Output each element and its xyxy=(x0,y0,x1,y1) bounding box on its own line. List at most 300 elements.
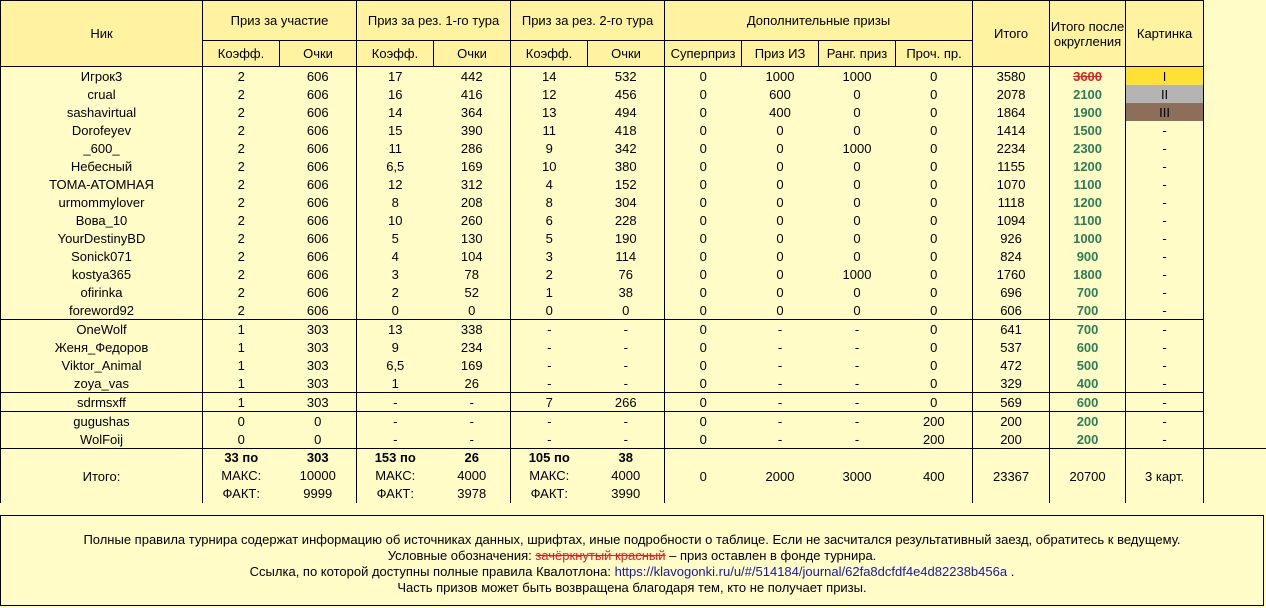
other-prize-cell: 0 xyxy=(896,229,973,247)
round2-coef-cell: 12 xyxy=(511,85,588,103)
superprize-cell: 0 xyxy=(665,301,742,320)
round1-coef-cell: 9 xyxy=(357,338,434,356)
table-row xyxy=(1,393,1266,412)
rounded-cell: 500 xyxy=(1050,356,1126,374)
totals-round2-points: 38 4000 3990 xyxy=(588,449,665,504)
round1-points-cell: 442 xyxy=(434,67,511,86)
rank-prize-cell: 0 xyxy=(819,247,896,265)
superprize-cell: 0 xyxy=(665,247,742,265)
totals-prize-iz: 2000 xyxy=(742,449,819,504)
picture-cell: - xyxy=(1126,283,1204,301)
total-cell: 1414 xyxy=(973,121,1050,139)
other-prize-cell: 0 xyxy=(896,139,973,157)
round2-coef-cell: 9 xyxy=(511,139,588,157)
total-cell: 2078 xyxy=(973,85,1050,103)
header-points: Очки xyxy=(434,41,511,67)
round1-coef-cell: 13 xyxy=(357,320,434,339)
nick-cell: crual xyxy=(1,85,203,103)
participation-coef-cell: 1 xyxy=(203,320,280,339)
nick-cell: Вова_10 xyxy=(1,211,203,229)
header-coef: Коэфф. xyxy=(511,41,588,67)
rounded-cell: 600 xyxy=(1050,393,1126,412)
participation-coef-cell: 2 xyxy=(203,229,280,247)
total-cell: 824 xyxy=(973,247,1050,265)
participation-points-cell: 606 xyxy=(280,103,357,121)
prize-iz-cell: 0 xyxy=(742,301,819,320)
prize-iz-cell: 0 xyxy=(742,265,819,283)
participation-points-cell: 606 xyxy=(280,175,357,193)
round2-points-cell: 266 xyxy=(588,393,665,412)
total-cell: 2234 xyxy=(973,139,1050,157)
nick-cell: sdrmsxff xyxy=(1,393,203,412)
table-row xyxy=(1,67,1266,86)
totals-round1-coef: 153 по МАКС: ФАКТ: xyxy=(357,449,434,504)
prize-iz-cell: 0 xyxy=(742,229,819,247)
participation-coef-cell: 2 xyxy=(203,301,280,320)
picture-cell: - xyxy=(1126,139,1204,157)
rounded-cell: 400 xyxy=(1050,374,1126,393)
total-cell: 1760 xyxy=(973,265,1050,283)
participation-coef-cell: 2 xyxy=(203,265,280,283)
header-round2: Приз за рез. 2-го тура xyxy=(511,1,665,41)
round1-coef-cell: 0 xyxy=(357,301,434,320)
nick-cell: Игрок3 xyxy=(1,67,203,86)
footer-rules-note: Полные правила турнира содержат информацию об источниках данных, шрифтах, иные подробности о таблице. Если не засчитался результативный заезд, обратитесь к ведущему. xyxy=(83,532,1181,547)
prize-iz-cell: 600 xyxy=(742,85,819,103)
round2-points-cell: 114 xyxy=(588,247,665,265)
header-round1: Приз за рез. 1-го тура xyxy=(357,1,511,41)
round2-points-cell: - xyxy=(588,374,665,393)
rank-prize-cell: 0 xyxy=(819,229,896,247)
round1-coef-cell: - xyxy=(357,430,434,449)
superprize-cell: 0 xyxy=(665,211,742,229)
round1-coef-cell: 5 xyxy=(357,229,434,247)
header-points: Очки xyxy=(588,41,665,67)
total-cell: 200 xyxy=(973,430,1050,449)
rounded-cell: 1200 xyxy=(1050,193,1126,211)
nick-cell: ТОМА-АТОМНАЯ xyxy=(1,175,203,193)
picture-cell: III xyxy=(1126,103,1204,121)
round2-points-cell: 342 xyxy=(588,139,665,157)
round2-coef-cell: - xyxy=(511,356,588,374)
other-prize-cell: 0 xyxy=(896,338,973,356)
nick-cell: kostya365 xyxy=(1,265,203,283)
total-cell: 472 xyxy=(973,356,1050,374)
rank-prize-cell: - xyxy=(819,374,896,393)
table-row xyxy=(1,121,1266,139)
totals-round1-points: 26 4000 3978 xyxy=(434,449,511,504)
picture-cell: - xyxy=(1126,393,1204,412)
round1-points-cell: 208 xyxy=(434,193,511,211)
round2-coef-cell: 7 xyxy=(511,393,588,412)
other-prize-cell: 200 xyxy=(896,430,973,449)
participation-coef-cell: 1 xyxy=(203,356,280,374)
superprize-cell: 0 xyxy=(665,193,742,211)
picture-cell: - xyxy=(1126,229,1204,247)
other-prize-cell: 0 xyxy=(896,374,973,393)
rounded-cell: 700 xyxy=(1050,320,1126,339)
participation-points-cell: 303 xyxy=(280,374,357,393)
participation-points-cell: 606 xyxy=(280,247,357,265)
participation-coef-cell: 2 xyxy=(203,121,280,139)
round2-coef-cell: 8 xyxy=(511,193,588,211)
other-prize-cell: 0 xyxy=(896,356,973,374)
participation-points-cell: 606 xyxy=(280,211,357,229)
participation-points-cell: 303 xyxy=(280,338,357,356)
round2-coef-cell: - xyxy=(511,338,588,356)
picture-cell: - xyxy=(1126,320,1204,339)
rules-link[interactable]: https://klavogonki.ru/u/#/514184/journal/62fa8dcfdf4e4d82238b456a xyxy=(614,564,1008,579)
round2-coef-cell: 2 xyxy=(511,265,588,283)
other-prize-cell: 0 xyxy=(896,265,973,283)
prize-iz-cell: - xyxy=(742,374,819,393)
participation-coef-cell: 2 xyxy=(203,193,280,211)
header-other-prize: Проч. пр. xyxy=(896,41,973,67)
round2-coef-cell: - xyxy=(511,412,588,431)
superprize-cell: 0 xyxy=(665,412,742,431)
total-cell: 606 xyxy=(973,301,1050,320)
picture-cell: I xyxy=(1126,67,1204,86)
round2-coef-cell: 11 xyxy=(511,121,588,139)
prize-iz-cell: - xyxy=(742,393,819,412)
rounded-cell: 1800 xyxy=(1050,265,1126,283)
superprize-cell: 0 xyxy=(665,374,742,393)
round1-coef-cell: 6,5 xyxy=(357,157,434,175)
participation-coef-cell: 0 xyxy=(203,412,280,431)
round2-coef-cell: - xyxy=(511,374,588,393)
nick-cell: zoya_vas xyxy=(1,374,203,393)
nick-cell: Небесный xyxy=(1,157,203,175)
picture-cell: II xyxy=(1126,85,1204,103)
rounded-cell: 600 xyxy=(1050,338,1126,356)
prize-iz-cell: 0 xyxy=(742,193,819,211)
table-row xyxy=(1,103,1266,121)
superprize-cell: 0 xyxy=(665,320,742,339)
other-prize-cell: 0 xyxy=(896,283,973,301)
participation-points-cell: 303 xyxy=(280,393,357,412)
round2-points-cell: 228 xyxy=(588,211,665,229)
total-cell: 1070 xyxy=(973,175,1050,193)
rank-prize-cell: - xyxy=(819,356,896,374)
participation-points-cell: 606 xyxy=(280,301,357,320)
other-prize-cell: 0 xyxy=(896,193,973,211)
rank-prize-cell: 1000 xyxy=(819,265,896,283)
rounded-cell: 1100 xyxy=(1050,175,1126,193)
round1-points-cell: 169 xyxy=(434,356,511,374)
round2-coef-cell: 14 xyxy=(511,67,588,86)
total-cell: 329 xyxy=(973,374,1050,393)
prize-iz-cell: 0 xyxy=(742,283,819,301)
superprize-cell: 0 xyxy=(665,229,742,247)
superprize-cell: 0 xyxy=(665,103,742,121)
round2-coef-cell: 5 xyxy=(511,229,588,247)
nick-cell: urmommylover xyxy=(1,193,203,211)
rank-prize-cell: - xyxy=(819,430,896,449)
nick-cell: OneWolf xyxy=(1,320,203,339)
superprize-cell: 0 xyxy=(665,139,742,157)
participation-points-cell: 0 xyxy=(280,430,357,449)
rounded-cell: 1200 xyxy=(1050,157,1126,175)
round2-points-cell: 76 xyxy=(588,265,665,283)
round1-points-cell: 78 xyxy=(434,265,511,283)
round1-points-cell: 26 xyxy=(434,374,511,393)
picture-cell: - xyxy=(1126,412,1204,431)
picture-cell: - xyxy=(1126,430,1204,449)
other-prize-cell: 0 xyxy=(896,157,973,175)
table-row xyxy=(1,356,1266,374)
prize-iz-cell: 0 xyxy=(742,247,819,265)
round1-points-cell: - xyxy=(434,412,511,431)
totals-participation-coef: 33 по МАКС: ФАКТ: xyxy=(203,449,280,504)
other-prize-cell: 0 xyxy=(896,103,973,121)
round2-points-cell: 190 xyxy=(588,229,665,247)
round1-points-cell: 234 xyxy=(434,338,511,356)
round2-coef-cell: - xyxy=(511,320,588,339)
round1-coef-cell: 15 xyxy=(357,121,434,139)
round1-coef-cell: 10 xyxy=(357,211,434,229)
totals-other-prize: 400 xyxy=(896,449,973,504)
round1-points-cell: 286 xyxy=(434,139,511,157)
rounded-cell: 3600 xyxy=(1050,67,1126,86)
rounded-cell: 200 xyxy=(1050,412,1126,431)
superprize-cell: 0 xyxy=(665,85,742,103)
total-cell: 200 xyxy=(973,412,1050,431)
table-row xyxy=(1,338,1266,356)
other-prize-cell: 0 xyxy=(896,85,973,103)
round1-points-cell: 416 xyxy=(434,85,511,103)
round1-points-cell: - xyxy=(434,430,511,449)
prize-iz-cell: 400 xyxy=(742,103,819,121)
round2-points-cell: - xyxy=(588,338,665,356)
participation-points-cell: 606 xyxy=(280,157,357,175)
participation-coef-cell: 2 xyxy=(203,139,280,157)
prize-iz-cell: - xyxy=(742,320,819,339)
picture-cell: - xyxy=(1126,193,1204,211)
table-row xyxy=(1,320,1266,339)
picture-cell: - xyxy=(1126,301,1204,320)
header-coef: Коэфф. xyxy=(203,41,280,67)
other-prize-cell: 0 xyxy=(896,301,973,320)
table-row xyxy=(1,374,1266,393)
round1-points-cell: 312 xyxy=(434,175,511,193)
participation-coef-cell: 1 xyxy=(203,374,280,393)
table-row xyxy=(1,139,1266,157)
table-row xyxy=(1,301,1266,320)
round1-points-cell: 52 xyxy=(434,283,511,301)
total-cell: 1864 xyxy=(973,103,1050,121)
rank-prize-cell: 0 xyxy=(819,157,896,175)
participation-coef-cell: 2 xyxy=(203,211,280,229)
prize-iz-cell: 1000 xyxy=(742,67,819,86)
picture-cell: - xyxy=(1126,374,1204,393)
superprize-cell: 0 xyxy=(665,121,742,139)
participation-points-cell: 606 xyxy=(280,121,357,139)
prize-iz-cell: 0 xyxy=(742,157,819,175)
other-prize-cell: 0 xyxy=(896,211,973,229)
participation-coef-cell: 1 xyxy=(203,338,280,356)
rank-prize-cell: 0 xyxy=(819,85,896,103)
rank-prize-cell: 0 xyxy=(819,103,896,121)
nick-cell: Dorofeyev xyxy=(1,121,203,139)
round1-points-cell: 390 xyxy=(434,121,511,139)
round1-coef-cell: 8 xyxy=(357,193,434,211)
totals-rounded: 20700 xyxy=(1050,449,1126,504)
participation-points-cell: 303 xyxy=(280,320,357,339)
participation-points-cell: 606 xyxy=(280,85,357,103)
totals-superprize: 0 xyxy=(665,449,742,504)
round1-points-cell: 260 xyxy=(434,211,511,229)
total-cell: 1094 xyxy=(973,211,1050,229)
picture-cell: - xyxy=(1126,157,1204,175)
other-prize-cell: 0 xyxy=(896,67,973,86)
round2-coef-cell: - xyxy=(511,430,588,449)
round1-coef-cell: 1 xyxy=(357,374,434,393)
round1-points-cell: 338 xyxy=(434,320,511,339)
round1-coef-cell: 3 xyxy=(357,265,434,283)
other-prize-cell: 0 xyxy=(896,247,973,265)
table-row xyxy=(1,85,1266,103)
round2-points-cell: - xyxy=(588,320,665,339)
participation-points-cell: 606 xyxy=(280,193,357,211)
participation-points-cell: 606 xyxy=(280,283,357,301)
other-prize-cell: 0 xyxy=(896,393,973,412)
picture-cell: - xyxy=(1126,265,1204,283)
nick-cell: WolFoij xyxy=(1,430,203,449)
table-row xyxy=(1,229,1266,247)
round1-coef-cell: 16 xyxy=(357,85,434,103)
rank-prize-cell: 0 xyxy=(819,301,896,320)
picture-cell: - xyxy=(1126,175,1204,193)
rank-prize-cell: 1000 xyxy=(819,139,896,157)
prize-iz-cell: - xyxy=(742,356,819,374)
prize-iz-cell: - xyxy=(742,430,819,449)
participation-points-cell: 606 xyxy=(280,139,357,157)
rounded-cell: 1500 xyxy=(1050,121,1126,139)
prize-iz-cell: - xyxy=(742,412,819,431)
header-total-rounded: Итого после округления xyxy=(1050,1,1126,67)
picture-cell: - xyxy=(1126,338,1204,356)
table-row xyxy=(1,175,1266,193)
rank-prize-cell: - xyxy=(819,338,896,356)
rank-prize-cell: 0 xyxy=(819,211,896,229)
round2-coef-cell: 0 xyxy=(511,301,588,320)
prize-iz-cell: 0 xyxy=(742,121,819,139)
rank-prize-cell: 0 xyxy=(819,193,896,211)
round1-coef-cell: 2 xyxy=(357,283,434,301)
round1-coef-cell: - xyxy=(357,412,434,431)
round2-coef-cell: 1 xyxy=(511,283,588,301)
totals-pictures: 3 карт. xyxy=(1126,449,1204,504)
round2-coef-cell: 3 xyxy=(511,247,588,265)
rounded-cell: 1900 xyxy=(1050,103,1126,121)
rank-prize-cell: 0 xyxy=(819,121,896,139)
round2-points-cell: 494 xyxy=(588,103,665,121)
superprize-cell: 0 xyxy=(665,265,742,283)
header-participation: Приз за участие xyxy=(203,1,357,41)
other-prize-cell: 0 xyxy=(896,175,973,193)
round2-coef-cell: 4 xyxy=(511,175,588,193)
participation-points-cell: 606 xyxy=(280,229,357,247)
nick-cell: gugushas xyxy=(1,412,203,431)
round2-points-cell: 380 xyxy=(588,157,665,175)
participation-coef-cell: 2 xyxy=(203,67,280,86)
picture-cell: - xyxy=(1126,211,1204,229)
prize-iz-cell: 0 xyxy=(742,211,819,229)
other-prize-cell: 0 xyxy=(896,121,973,139)
totals-label: Итого: xyxy=(1,449,203,504)
round2-coef-cell: 10 xyxy=(511,157,588,175)
header-points: Очки xyxy=(280,41,357,67)
legend-struck-sample: зачёркнутый красный xyxy=(535,548,666,563)
participation-coef-cell: 2 xyxy=(203,175,280,193)
header-picture: Картинка xyxy=(1126,1,1204,67)
round2-points-cell: - xyxy=(588,412,665,431)
round1-points-cell: 104 xyxy=(434,247,511,265)
picture-cell: - xyxy=(1126,247,1204,265)
totals-round2-coef: 105 по МАКС: ФАКТ: xyxy=(511,449,588,504)
participation-coef-cell: 1 xyxy=(203,393,280,412)
rounded-cell: 1100 xyxy=(1050,211,1126,229)
superprize-cell: 0 xyxy=(665,338,742,356)
nick-cell: ofirinka xyxy=(1,283,203,301)
participation-coef-cell: 2 xyxy=(203,103,280,121)
nick-cell: _600_ xyxy=(1,139,203,157)
table-row xyxy=(1,193,1266,211)
table-row xyxy=(1,283,1266,301)
round2-points-cell: 152 xyxy=(588,175,665,193)
totals-rank-prize: 3000 xyxy=(819,449,896,504)
nick-cell: Sonick071 xyxy=(1,247,203,265)
rank-prize-cell: 0 xyxy=(819,175,896,193)
footer-notes xyxy=(0,515,1264,606)
participation-points-cell: 303 xyxy=(280,356,357,374)
participation-coef-cell: 2 xyxy=(203,85,280,103)
total-cell: 641 xyxy=(973,320,1050,339)
total-cell: 696 xyxy=(973,283,1050,301)
totals-section xyxy=(1,449,1266,504)
table-row xyxy=(1,430,1266,449)
nick-cell: Женя_Федоров xyxy=(1,338,203,356)
round2-points-cell: - xyxy=(588,356,665,374)
round2-points-cell: - xyxy=(588,430,665,449)
rank-prize-cell: 0 xyxy=(819,283,896,301)
round2-points-cell: 532 xyxy=(588,67,665,86)
prize-iz-cell: - xyxy=(742,338,819,356)
total-cell: 1118 xyxy=(973,193,1050,211)
participation-coef-cell: 2 xyxy=(203,157,280,175)
header-rank-prize: Ранг. приз xyxy=(819,41,896,67)
round1-coef-cell: 11 xyxy=(357,139,434,157)
participation-coef-cell: 2 xyxy=(203,247,280,265)
total-cell: 569 xyxy=(973,393,1050,412)
superprize-cell: 0 xyxy=(665,175,742,193)
table-row xyxy=(1,412,1266,431)
round1-points-cell: 0 xyxy=(434,301,511,320)
table-row xyxy=(1,265,1266,283)
total-cell: 926 xyxy=(973,229,1050,247)
rounded-cell: 200 xyxy=(1050,430,1126,449)
round1-coef-cell: 4 xyxy=(357,247,434,265)
prize-iz-cell: 0 xyxy=(742,175,819,193)
round1-points-cell: 364 xyxy=(434,103,511,121)
totals-participation-points: 303 10000 9999 xyxy=(280,449,357,504)
header-nick: Ник xyxy=(1,1,203,67)
round1-coef-cell: 12 xyxy=(357,175,434,193)
rank-prize-cell: - xyxy=(819,393,896,412)
round2-points-cell: 0 xyxy=(588,301,665,320)
rounded-cell: 700 xyxy=(1050,283,1126,301)
rounded-cell: 700 xyxy=(1050,301,1126,320)
